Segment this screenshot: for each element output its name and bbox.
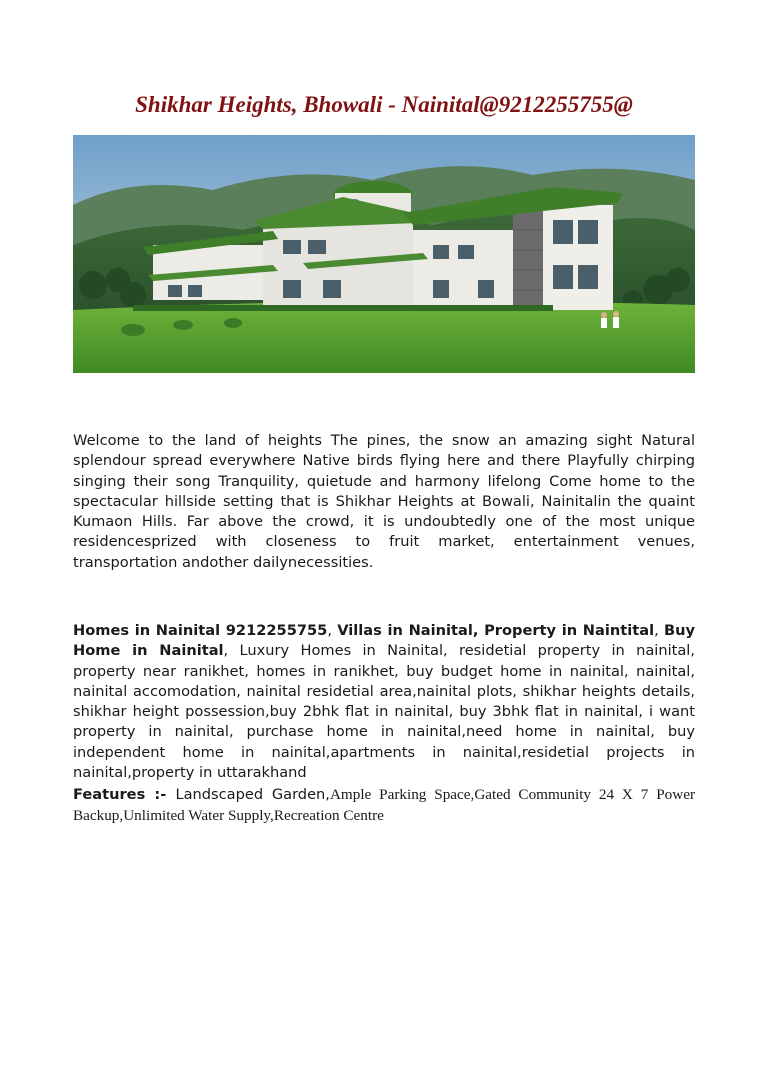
building-image (73, 135, 695, 373)
keyword-list: , Luxury Homes in Nainital, residetial property in nainital, property near ranikhet, homes in ranikhet, buy budget home in nainital, nainital, nainital accomodation, nainital residetial area,nainital plots, shikhar heights details, shikhar height possession,buy 2bhk flat in nainital, buy 3bhk flat in nainital, i want property in nainital, purchase home in nainital,need home in nainital, buy independent home in nainital,apartments in nainital,residetial projects in nainital,property in uttarakhand (73, 642, 695, 782)
keyword-separator: , (327, 622, 338, 639)
keyword-villas-property: Villas in Nainital, Property in Naintital (337, 622, 655, 639)
intro-paragraph: Welcome to the land of heights The pines, the snow an amazing sight Natural splendour spread everywhere Native birds flying here and there Playfully chirping singing their song Tranquility, quietude and harmony lifelong Come home to the spectacular hillside setting that is Shikhar Heights at Bowali, Nainitalin the quaint Kumaon Hills. Far above the crowd, it is undoubtedly one of the most unique residencesprized with closeness to fruit market, entertainment venues, transportation andother dailynecessities. (73, 432, 695, 571)
features-label: Features :- (73, 786, 176, 803)
page-title: Shikhar Heights, Bhowali - Nainital@9212255755@ (135, 92, 633, 117)
keyword-buy-home: Buy Home in Nainital (73, 622, 695, 660)
features-paragraph (73, 784, 695, 827)
feature-landscaped-garden: Landscaped Garden, (175, 786, 330, 803)
features-list: Ample Parking Space,Gated Community 24 X 7 Power Backup,Unlimited Water Supply,Recreation Centre (73, 786, 695, 825)
keyword-homes-in-nainital: Homes in Nainital 9212255755 (73, 622, 328, 639)
keywords-paragraph (73, 621, 695, 783)
keyword-separator: , (654, 622, 664, 639)
